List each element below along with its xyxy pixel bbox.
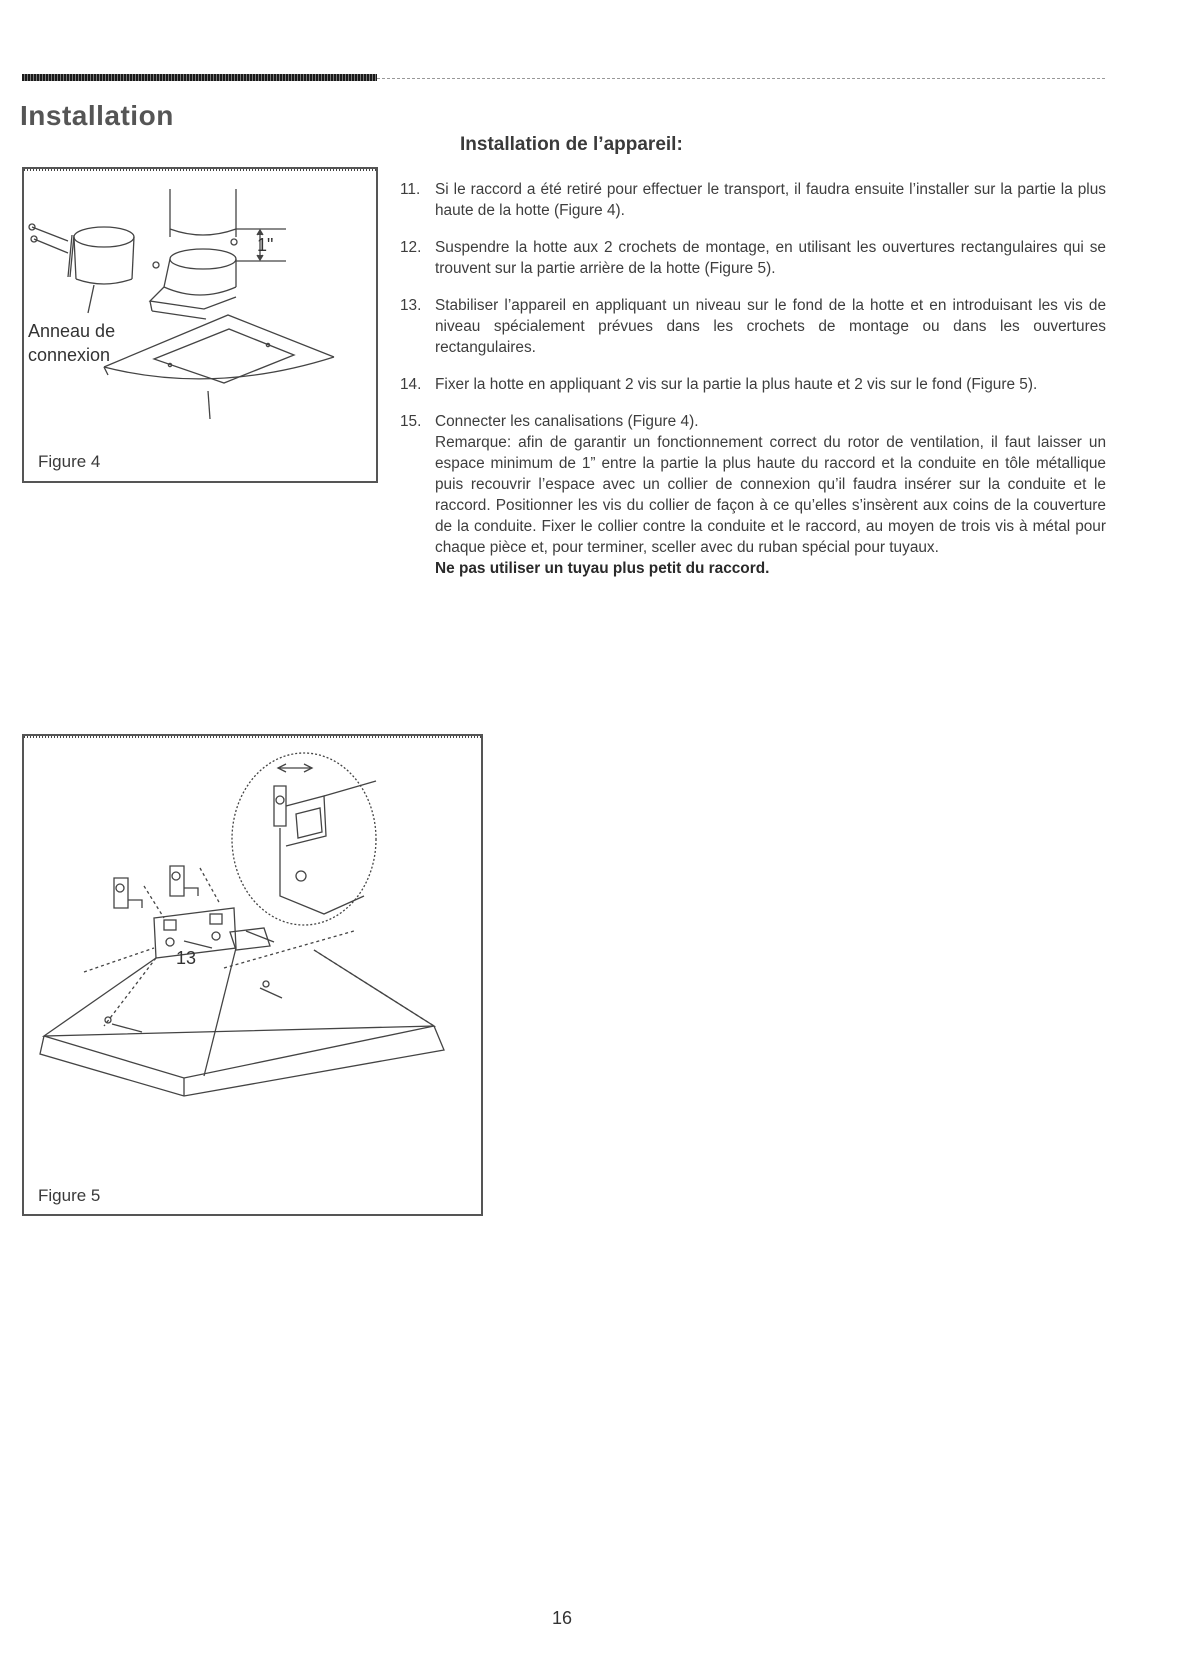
page-number: 16 [552,1608,573,1628]
step-11 [400,179,1106,221]
step-number: 13. [400,297,422,314]
figure-5 [22,734,483,1216]
step-text: Connecter les canalisations (Figure 4). [435,413,699,430]
step-number: 11. [400,181,421,198]
step-number: 15. [400,413,422,430]
header-rule [377,78,1105,79]
connection-ring-label-line-1: Anneau de [28,321,116,341]
step-text: Suspendre la hotte aux 2 crochets de montage, en utilisant les ouvertures rectangulaires qui se trouvent sur la partie arrière de la hotte (Figure 5). [435,239,1106,277]
step-13-callout: 13 [176,948,197,968]
dimension-label: 1" [257,235,274,255]
figure-5-illustration [24,736,481,1214]
section-title: Installation [20,100,174,131]
step-remark: Remarque: afin de garantir un fonctionnement correct du rotor de ventilation, il faut laisser un espace minimum de 1” entre la partie la plus haute du raccord et la conduite en tôle métallique puis recouvrir l’espace avec un collier de connexion qu’il faudra insérer sur la conduite et le raccord. Positionner les vis du collier de façon à ce qu’elles s’insèrent aux coins de la couverture de la conduite. Fixer le collier contre la conduite et le raccord, au moyen de trois vis à métal pour chaque pièce et, pour terminer, sceller avec du ruban spécial pour tuyaux. [435,434,1106,556]
installation-steps [400,179,1106,595]
step-number: 12. [400,239,422,256]
step-15 [400,411,1106,579]
step-text: Stabiliser l’appareil en appliquant un niveau sur le fond de la hotte et en introduisant les vis de niveau spécialement prévues dans les crochets de montage ou dans les ouvertures rectangulaires. [435,297,1106,356]
figure-5-caption: Figure 5 [38,1186,101,1205]
figure-4 [22,167,378,483]
subsection-title: Installation de l’appareil: [460,134,683,155]
connection-ring-label [28,319,115,367]
figure-4-caption: Figure 4 [38,452,101,471]
step-14 [400,374,1106,395]
header-bar [22,74,377,81]
step-12 [400,237,1106,279]
step-number: 14. [400,376,422,393]
step-text: Fixer la hotte en appliquant 2 vis sur la partie la plus haute et 2 vis sur le fond (Figure 5). [435,376,1038,393]
warning-text: Ne pas utiliser un tuyau plus petit du raccord. [435,560,770,577]
step-13 [400,295,1106,358]
connection-ring-label-line-2: connexion [28,345,111,365]
step-text: Si le raccord a été retiré pour effectuer le transport, il faudra ensuite l’installer sur la partie la plus haute de la hotte (Figure 4). [435,181,1106,219]
